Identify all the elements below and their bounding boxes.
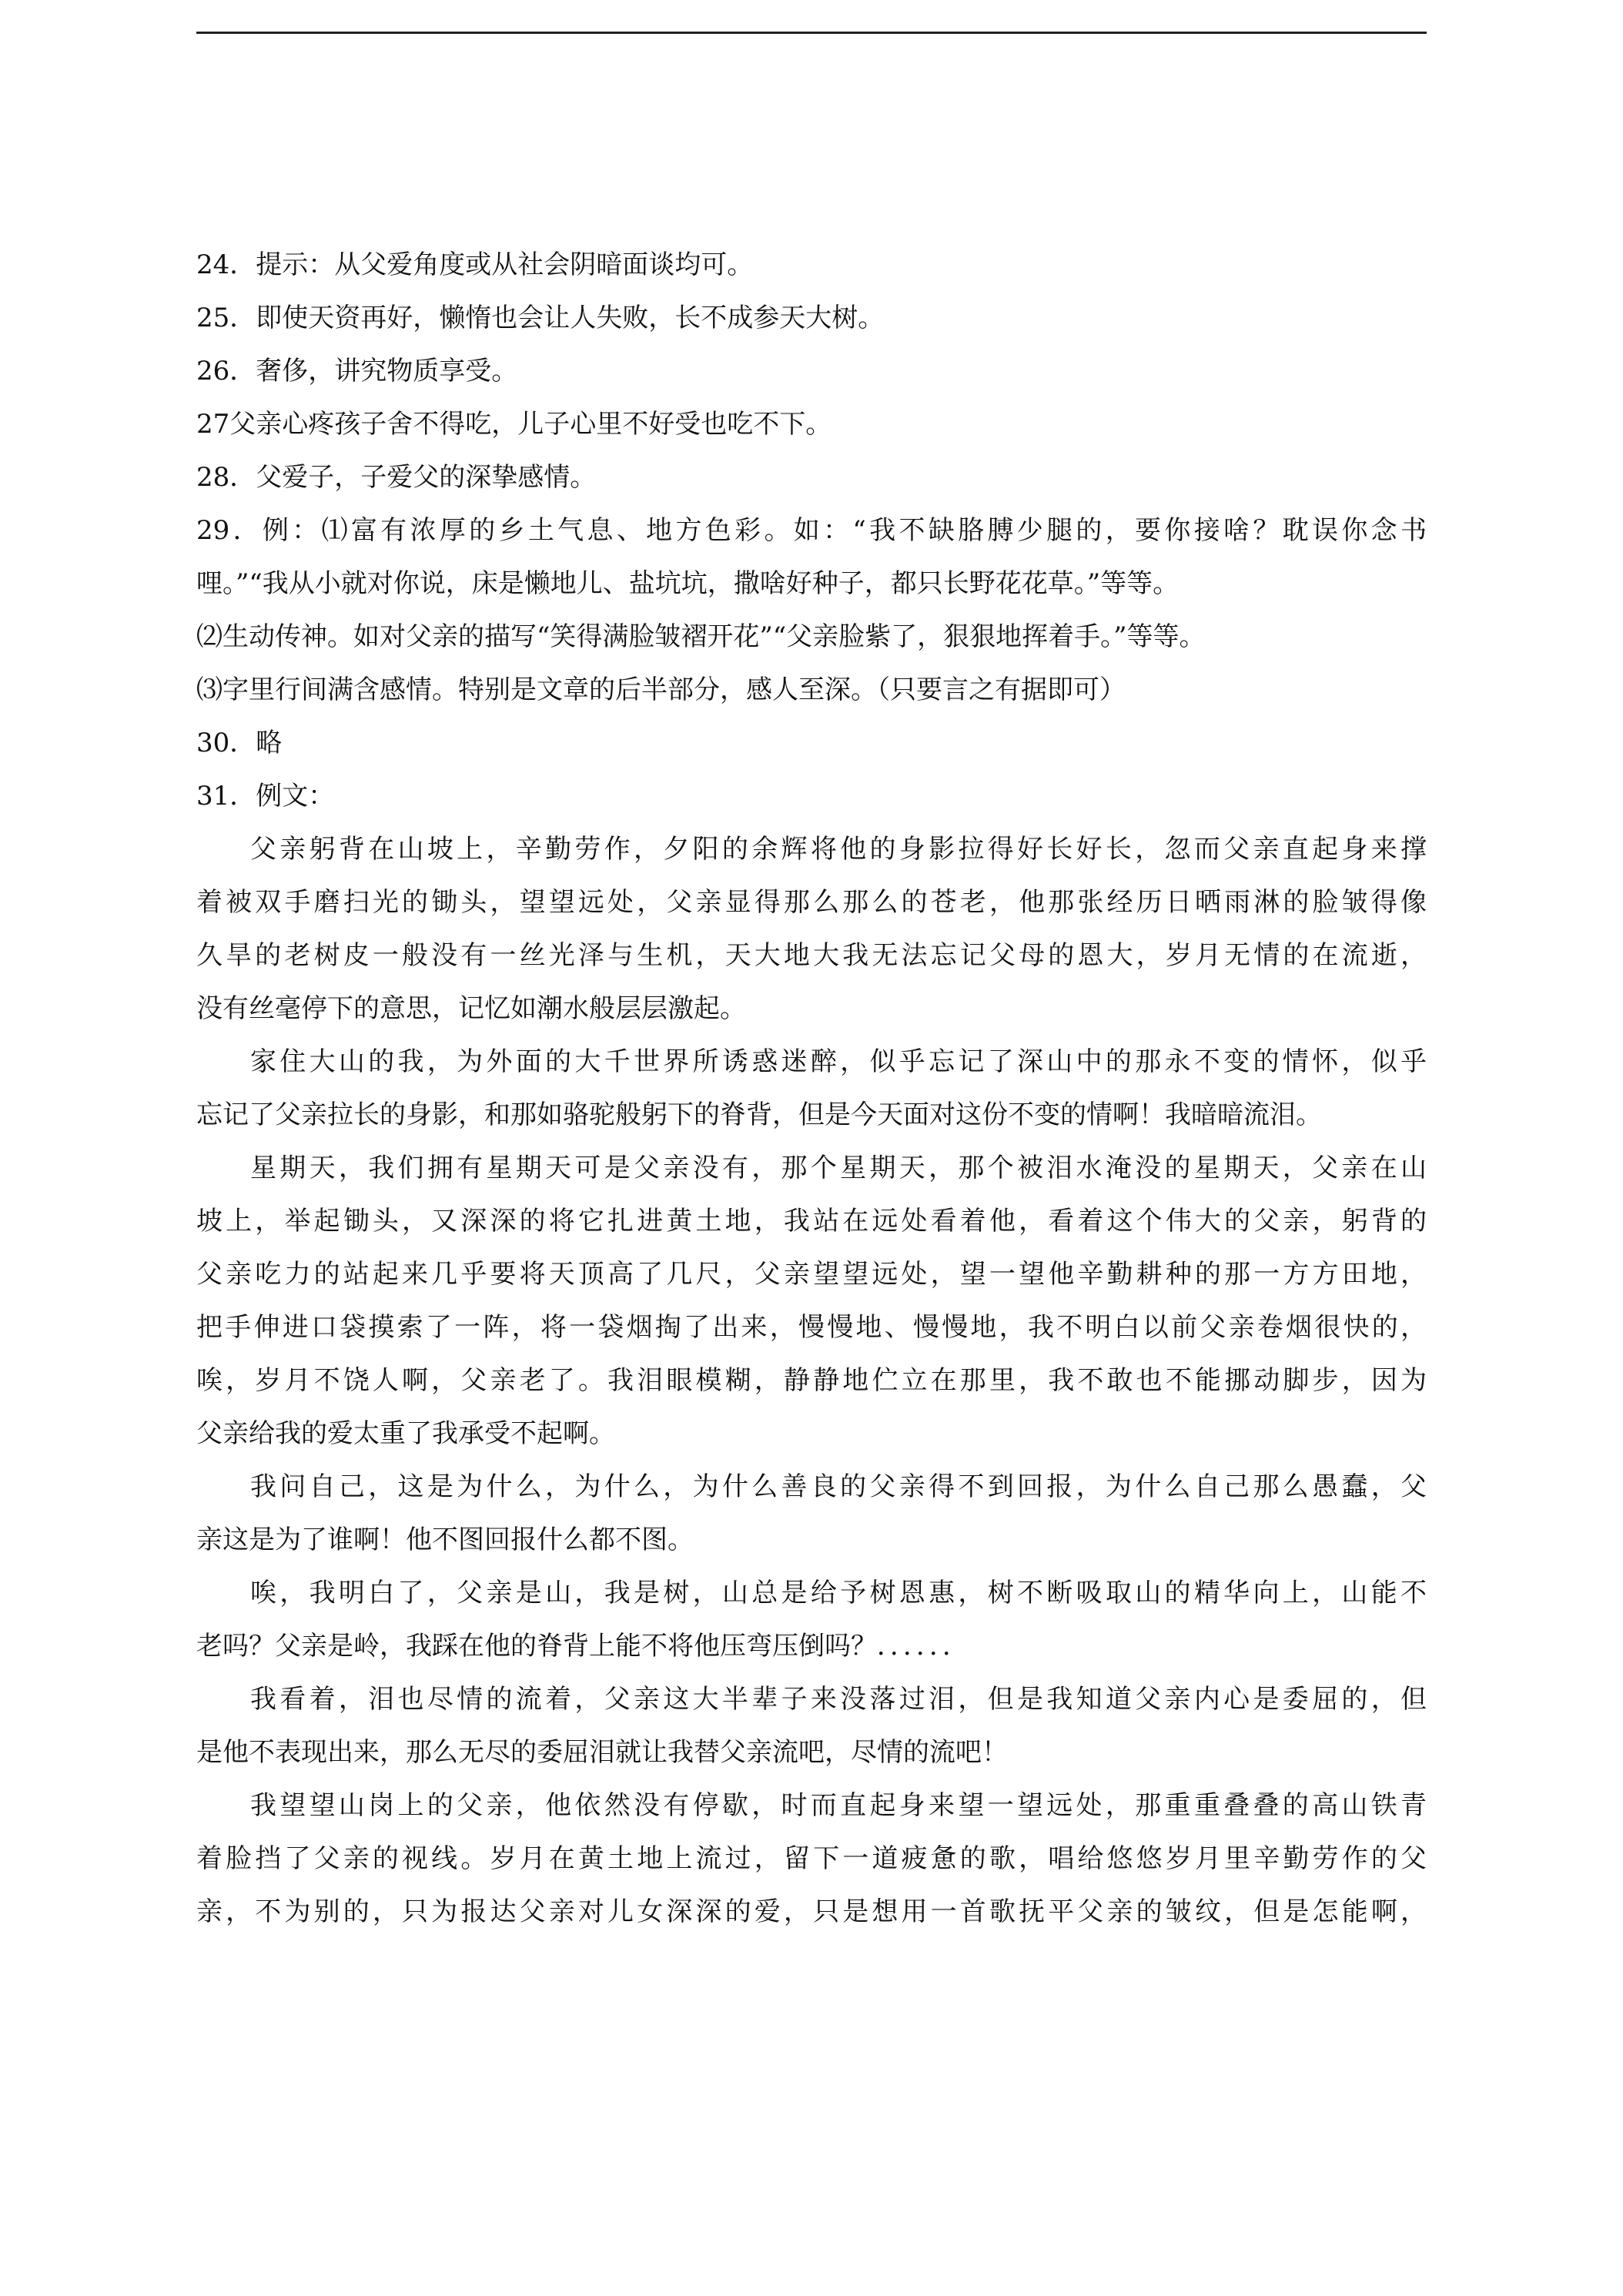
essay-line: 忘记了父亲拉长的身影，和那如骆驼般躬下的脊背，但是今天面对这份不变的情啊！我暗暗流泪。 xyxy=(196,1099,1322,1130)
essay-line: 着脸挡了父亲的视线。岁月在黄土地上流过，留下一道疲惫的歌，唱给悠悠岁月里辛勤劳作的父 xyxy=(196,1843,1427,1874)
answer-line: 24．提示：从父爱角度或从社会阴暗面谈均可。 xyxy=(196,249,754,280)
header-rule xyxy=(196,32,1427,34)
essay-line: 星期天，我们拥有星期天可是父亲没有，那个星期天，那个被泪水淹没的星期天，父亲在山 xyxy=(250,1153,1427,1183)
essay-line: 唉，我明白了，父亲是山，我是树，山总是给予树恩惠，树不断吸取山的精华向上，山能不 xyxy=(250,1578,1427,1608)
essay-line: 家住大山的我，为外面的大千世界所诱惑迷醉，似乎忘记了深山中的那永不变的情怀，似乎 xyxy=(250,1046,1427,1077)
essay-line: 老吗？父亲是岭，我踩在他的脊背上能不将他压弯压倒吗？．．．．．． xyxy=(196,1631,969,1662)
essay-line: 父亲给我的爱太重了我承受不起啊。 xyxy=(196,1418,615,1449)
answer-line: 27父亲心疼孩子舍不得吃，儿子心里不好受也吃不下。 xyxy=(196,409,832,440)
answer-line: ⑵生动传神。如对父亲的描写“笑得满脸皱褶开花”“父亲脸紫了，狠狠地挥着手。”等等。 xyxy=(196,621,1206,652)
essay-line: 亲，不为别的，只为报达父亲对儿女深深的爱，只是想用一首歌抚平父亲的皱纹，但是怎能啊， xyxy=(196,1896,1427,1927)
essay-line: 是他不表现出来，那么无尽的委屈泪就让我替父亲流吧，尽情的流吧！ xyxy=(196,1737,1008,1768)
essay-line: 久旱的老树皮一般没有一丝光泽与生机，天大地大我无法忘记父母的恩大，岁月无情的在流逝， xyxy=(196,940,1427,971)
answer-line: 28．父爱子，子爱父的深挚感情。 xyxy=(196,462,597,493)
essay-line: 没有丝毫停下的意思，记忆如潮水般层层激起。 xyxy=(196,993,746,1024)
essay-line: 父亲躬背在山坡上，辛勤劳作，夕阳的余辉将他的身影拉得好长好长，忽而父亲直起身来撑 xyxy=(250,834,1427,865)
essay-line: 唉，岁月不饶人啊，父亲老了。我泪眼模糊，静静地伫立在那里，我不敢也不能挪动脚步，因为 xyxy=(196,1365,1427,1396)
answer-line: 26．奢侈，讲究物质享受。 xyxy=(196,356,518,387)
answer-line: 30．略 xyxy=(196,728,283,758)
answer-line: ⑶字里行间满含感情。特别是文章的后半部分，感人至深。（只要言之有据即可） xyxy=(196,674,1126,705)
answer-line: 哩。”“我从小就对你说，床是懒地儿、盐坑坑，撒啥好种子，都只长野花花草。”等等。 xyxy=(196,568,1180,599)
answer-line: 29．例：⑴富有浓厚的乡土气息、地方色彩。如：“我不缺胳膊少腿的，要你接啥？耽误你念书 xyxy=(196,515,1427,546)
essay-line: 坡上，举起锄头，又深深的将它扎进黄土地，我站在远处看着他，看着这个伟大的父亲，躬背的 xyxy=(196,1206,1427,1237)
essay-line: 着被双手磨扫光的锄头，望望远处，父亲显得那么那么的苍老，他那张经历日晒雨淋的脸皱得像 xyxy=(196,887,1427,918)
answer-line: 31．例文： xyxy=(196,781,335,812)
essay-line: 我看着，泪也尽情的流着，父亲这大半辈子来没落过泪，但是我知道父亲内心是委屈的，但 xyxy=(250,1684,1427,1715)
essay-line: 我问自己，这是为什么，为什么，为什么善良的父亲得不到回报，为什么自己那么愚蠢，父 xyxy=(250,1471,1427,1502)
essay-line: 父亲吃力的站起来几乎要将天顶高了几尺，父亲望望远处，望一望他辛勤耕种的那一方方田地， xyxy=(196,1259,1427,1290)
essay-line: 把手伸进口袋摸索了一阵，将一袋烟掏了出来，慢慢地、慢慢地，我不明白以前父亲卷烟很快的， xyxy=(196,1312,1427,1343)
answer-content xyxy=(196,239,1427,1939)
essay-line: 亲这是为了谁啊！他不图回报什么都不图。 xyxy=(196,1525,694,1555)
essay-line: 我望望山岗上的父亲，他依然没有停歇，时而直起身来望一望远处，那重重叠叠的高山铁青 xyxy=(250,1790,1427,1821)
answer-line: 25．即使天资再好，懒惰也会让人失败，长不成参天大树。 xyxy=(196,303,885,333)
